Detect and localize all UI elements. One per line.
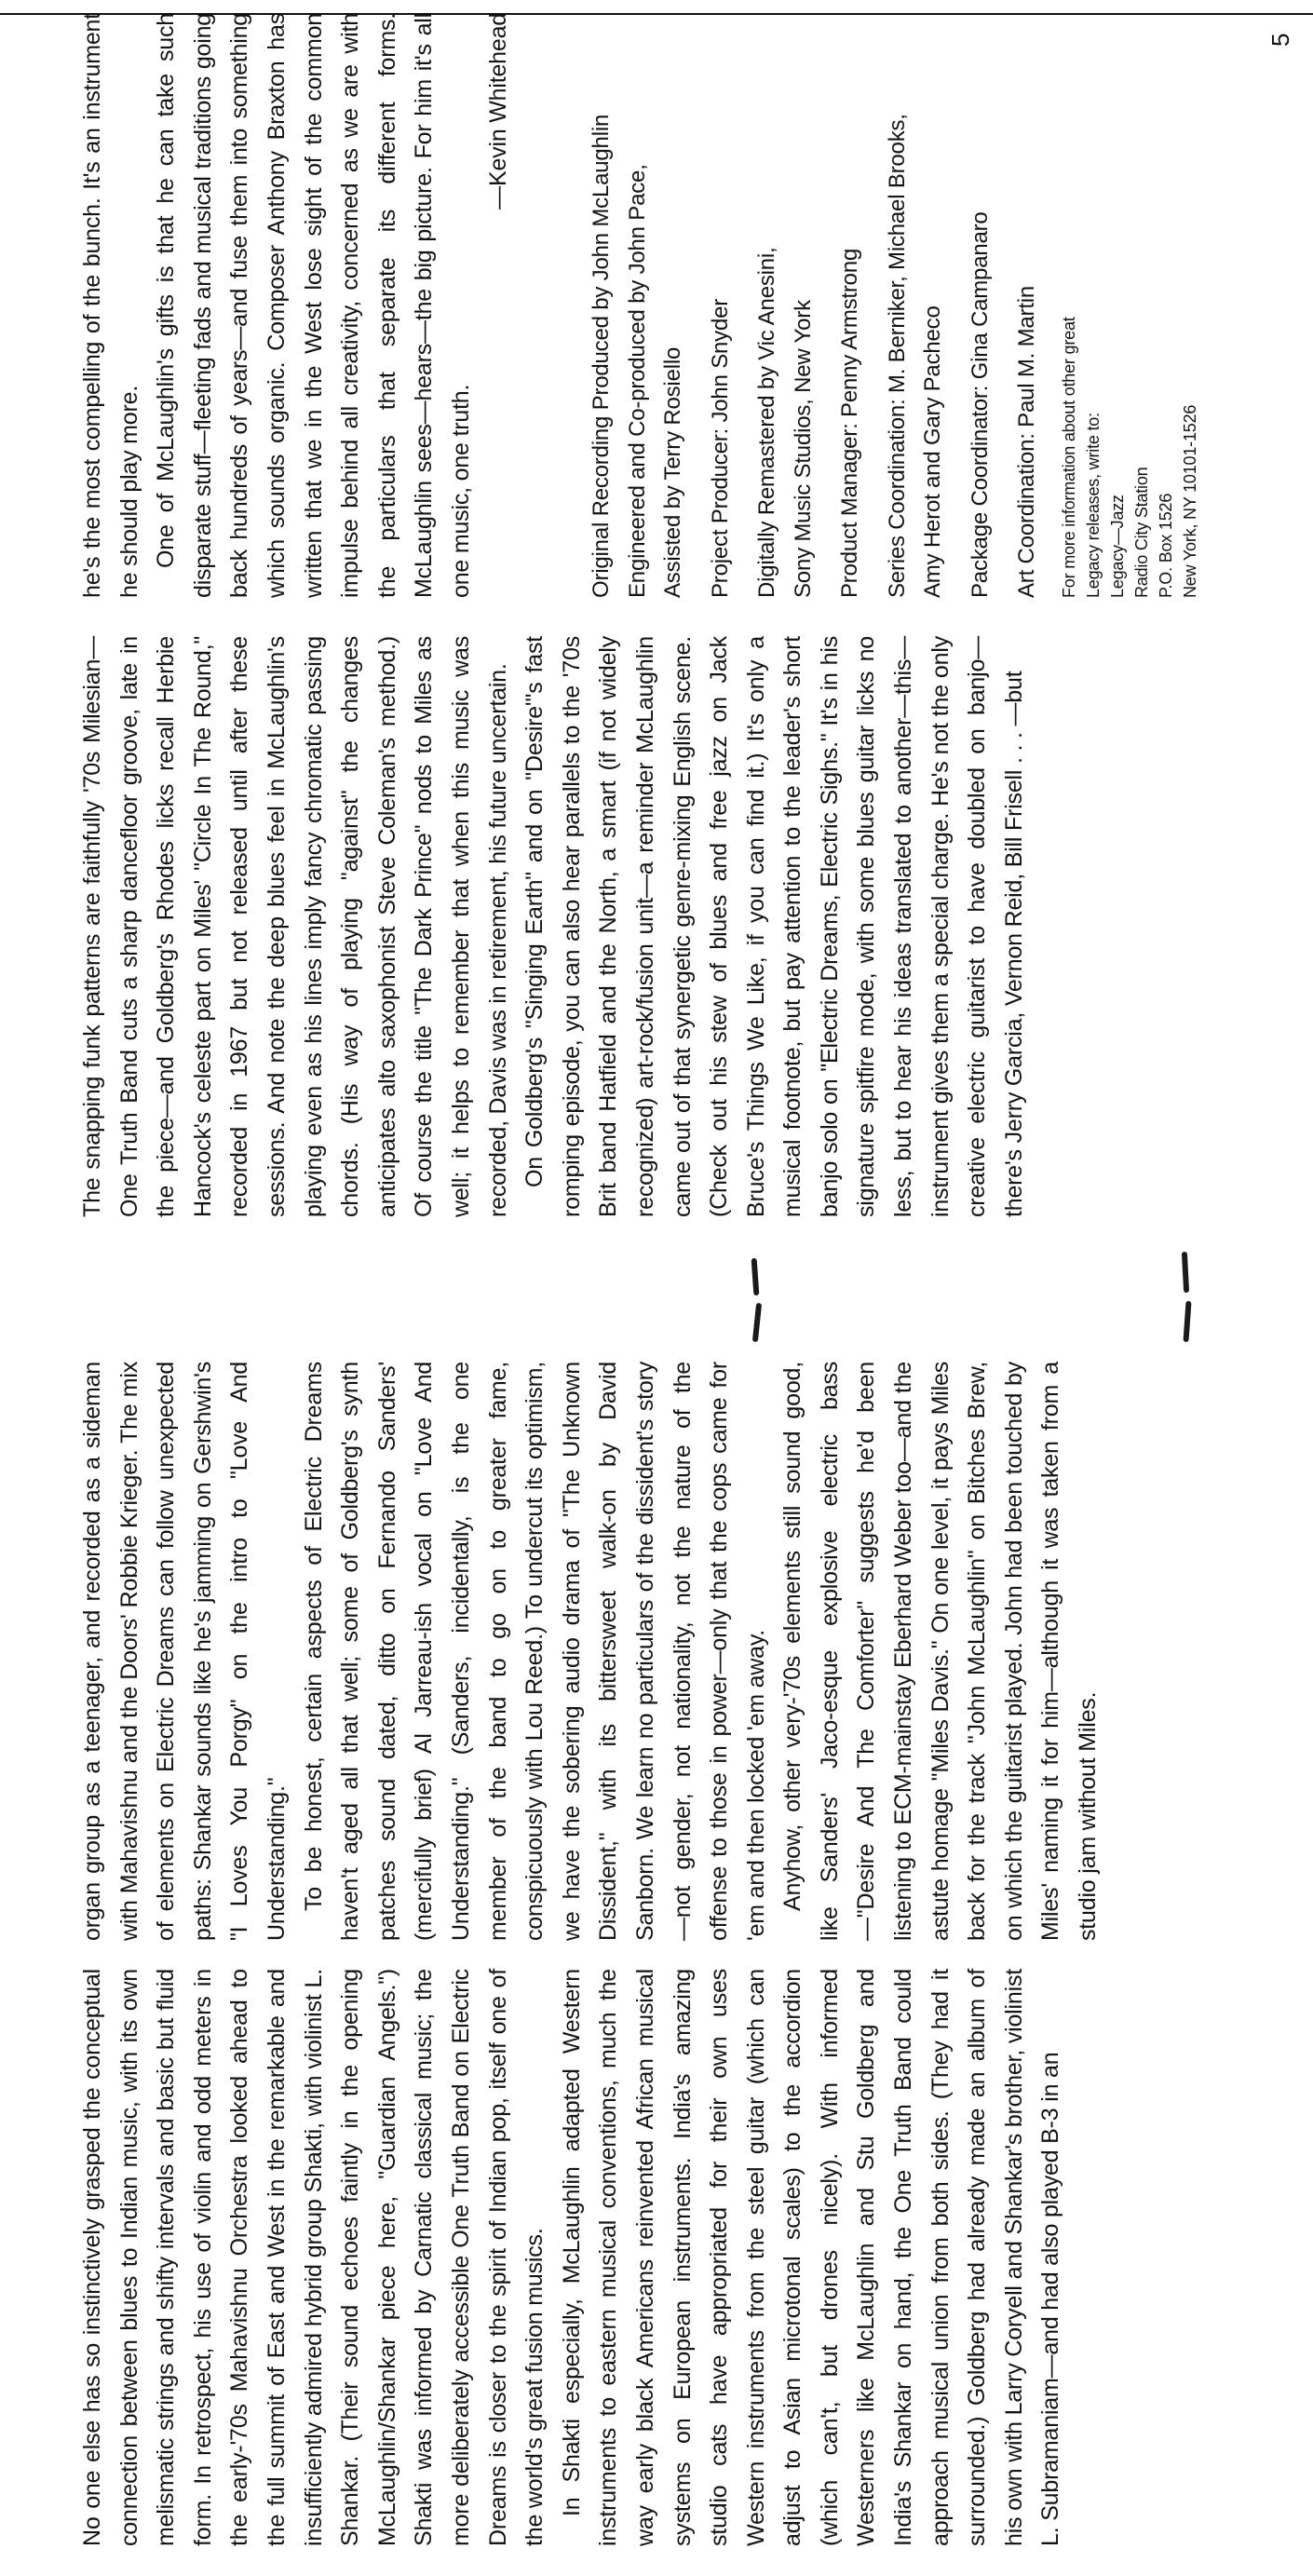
paragraph: The snapping funk patterns are faithfully '70s Milesian—One Truth Band cuts a sharp dancefloor groove, late in the piece—and Goldberg's Rhodes licks recall Herbie Hancock's celeste part on Miles' "Circle In The Round," recorded in 1967 but not released until after these sessions. And note the deep blues feel in McLaughlin's playing even as his lines imply fancy chromatic passing chords. (His way of playing "against" the changes anticipates alto saxophonist Steve Coleman's method.) Of course the title "The Dark Prince" nods to Miles as well; it helps to remember that when this music was recorded, Davis was in retirement, his future uncertain. bbox=[79, 636, 511, 1217]
credit-line: Amy Herot and Gary Pacheco bbox=[920, 305, 946, 598]
author-signature: —Kevin Whitehead bbox=[484, 13, 511, 210]
contact-line: P.O. Box 1526 bbox=[1156, 493, 1175, 598]
page-number: 5 bbox=[1266, 33, 1294, 47]
paragraph: Anyhow, other very-'70s elements still sound good, like Sanders' Jaco-esque explosive electric bass—"Desire And The Comforter" suggests he'd been listening to ECM-mainstay Eberhard Weber too—and the astute homage "Miles Davis." On one level, it pays Miles back for the track "John McLaughlin" on Bitches Brew, on which the guitarist played. John had been touched by Miles' naming it for him—although it was taken from a studio jam without Miles. bbox=[779, 1362, 1102, 1941]
credit-line: Project Producer: John Snyder bbox=[707, 298, 733, 598]
gutter-mark bbox=[751, 1258, 760, 1295]
contact-line: New York, NY 10101-1526 bbox=[1180, 404, 1199, 598]
contact-line: Radio City Station bbox=[1131, 467, 1151, 598]
gutter-mark bbox=[1182, 1252, 1189, 1293]
paragraph: In Shakti especially, McLaughlin adapted Western instruments to eastern musical conventions, much the way early black Americans reinvented African musical systems on European instruments. India's amazing studio cats have appropriated for their own uses Western instruments from the steel guitar (which can adjust to Asian microtonal scales) to the accordion (which can't, but drones nicely). With informed Westerners like McLaughlin and Stu Goldberg and India's Shankar on hand, the One Truth Band could approach musical union from both sides. (They had it surrounded.) Goldberg had already made an album of his own with Larry Coryell and Shankar's brother, violinist L. Subramaniam—and had also played B-3 in an bbox=[558, 1969, 1064, 2546]
production-credits bbox=[584, 13, 1202, 598]
paragraph: To be honest, certain aspects of Electric Dreams haven't aged all that well; some of Goldberg's synth patches sound dated, ditto on Fernando Sanders' (mercifully brief) Al Jarreau-ish vocal on "Love And Understanding." (Sanders, incidentally, is the one member of the band to go on to greater fame, conspicuously with Lou Reed.) To undercut its optimism, we have the sobering audio drama of "The Unknown Dissident," with its bittersweet walk-on by David Sanborn. We learn no particulars of the dissident's story—not gender, not nationality, not the nature of the offense to those in power—only that the cops came for 'em and then locked 'em away. bbox=[300, 1362, 769, 1941]
paragraph: One of McLaughlin's gifts is that he can take such disparate stuff—fleeting fads and musical traditions going back hundreds of years—and fuse them into something which sounds organic. Composer Anthony Braxton has written that we in the West lose sight of the common impulse behind all creativity, concerned as we are with the particulars that separate its different forms. McLaughlin sees—hears—the big picture. For him it's all one music, one truth. bbox=[153, 13, 474, 598]
paragraph: On Goldberg's "Singing Earth" and on "Desire"'s fast romping episode, you can also hear parallels to the '70s Brit band Hatfield and the North, a smart (if not widely recognized) art-rock/fusion unit—a reminder McLaughlin came out of that synergetic genre-mixing English scene. (Check out his stew of blues and free jazz on Jack Bruce's Things We Like, if you can find it.) It's only a musical footnote, but pay attention to the leader's short banjo solo on "Electric Dreams, Electric Sighs." It's in his signature spitfire mode, with some blues guitar licks no less, but to hear his ideas translated to another—this—instrument gives them a special charge. He's not the only creative electric guitarist to have doubled on banjo—there's Jerry Garcia, Vernon Reid, Bill Frisell . . . —but bbox=[521, 636, 1027, 1217]
text-column-3 bbox=[74, 636, 1033, 1217]
paragraph: he's the most compelling of the bunch. It's an instrument he should play more. bbox=[79, 13, 142, 598]
paragraph: organ group as a teenager, and recorded as a sideman with Mahavishnu and the Doors' Robbie Krieger. The mix of elements on Electric Dreams can follow unexpected paths: Shankar sounds like he's jamming on Gershwin's "I Loves You Porgy" on the intro to "Love And Understanding." bbox=[79, 1362, 290, 1941]
credit-line: Package Coordinator: Gina Campanaro bbox=[967, 211, 993, 598]
credit-line: Art Coordination: Paul M. Martin bbox=[1014, 285, 1040, 598]
credit-line: Digitally Remastered by Vic Anesini, bbox=[754, 247, 780, 598]
credit-line: Original Recording Produced by John McLaughlin bbox=[589, 114, 615, 598]
contact-line: Legacy—Jazz bbox=[1107, 495, 1127, 598]
credit-line: Assisted by Terry Rosiello bbox=[660, 346, 686, 598]
text-column-4 bbox=[74, 13, 1202, 598]
contact-line: For more information about other great bbox=[1059, 317, 1078, 598]
text-column-2 bbox=[74, 1362, 1107, 1941]
gutter-mark bbox=[1183, 1301, 1191, 1342]
text-column-1 bbox=[74, 1969, 1070, 2546]
credit-line: Product Manager: Penny Armstrong bbox=[837, 248, 863, 598]
credit-line: Series Coordination: M. Berniker, Michael Brooks, bbox=[884, 114, 910, 598]
paragraph: No one else has so instinctively grasped the conceptual connection between blues to Indian music, with its own melismatic strings and shifty intervals and basic but fluid form. In retrospect, his use of violin and odd meters in the early-'70s Mahavishnu Orchestra looked ahead to the full summit of East and West in the remarkable and insufficiently admired hybrid group Shakti, with violinist L. Shankar. (Their sound echoes faintly in the opening McLaughlin/Shankar piece here, "Guardian Angels.") Shakti was informed by Carnatic classical music; the more deliberately accessible One Truth Band on Electric Dreams is closer to the spirit of Indian pop, itself one of the world's great fusion musics. bbox=[79, 1969, 548, 2546]
credit-line: Engineered and Co-produced by John Pace, bbox=[624, 164, 650, 598]
gutter-mark bbox=[752, 1303, 762, 1342]
credit-line: Sony Music Studios, New York bbox=[790, 300, 816, 598]
contact-line: Legacy releases, write to: bbox=[1083, 413, 1103, 598]
